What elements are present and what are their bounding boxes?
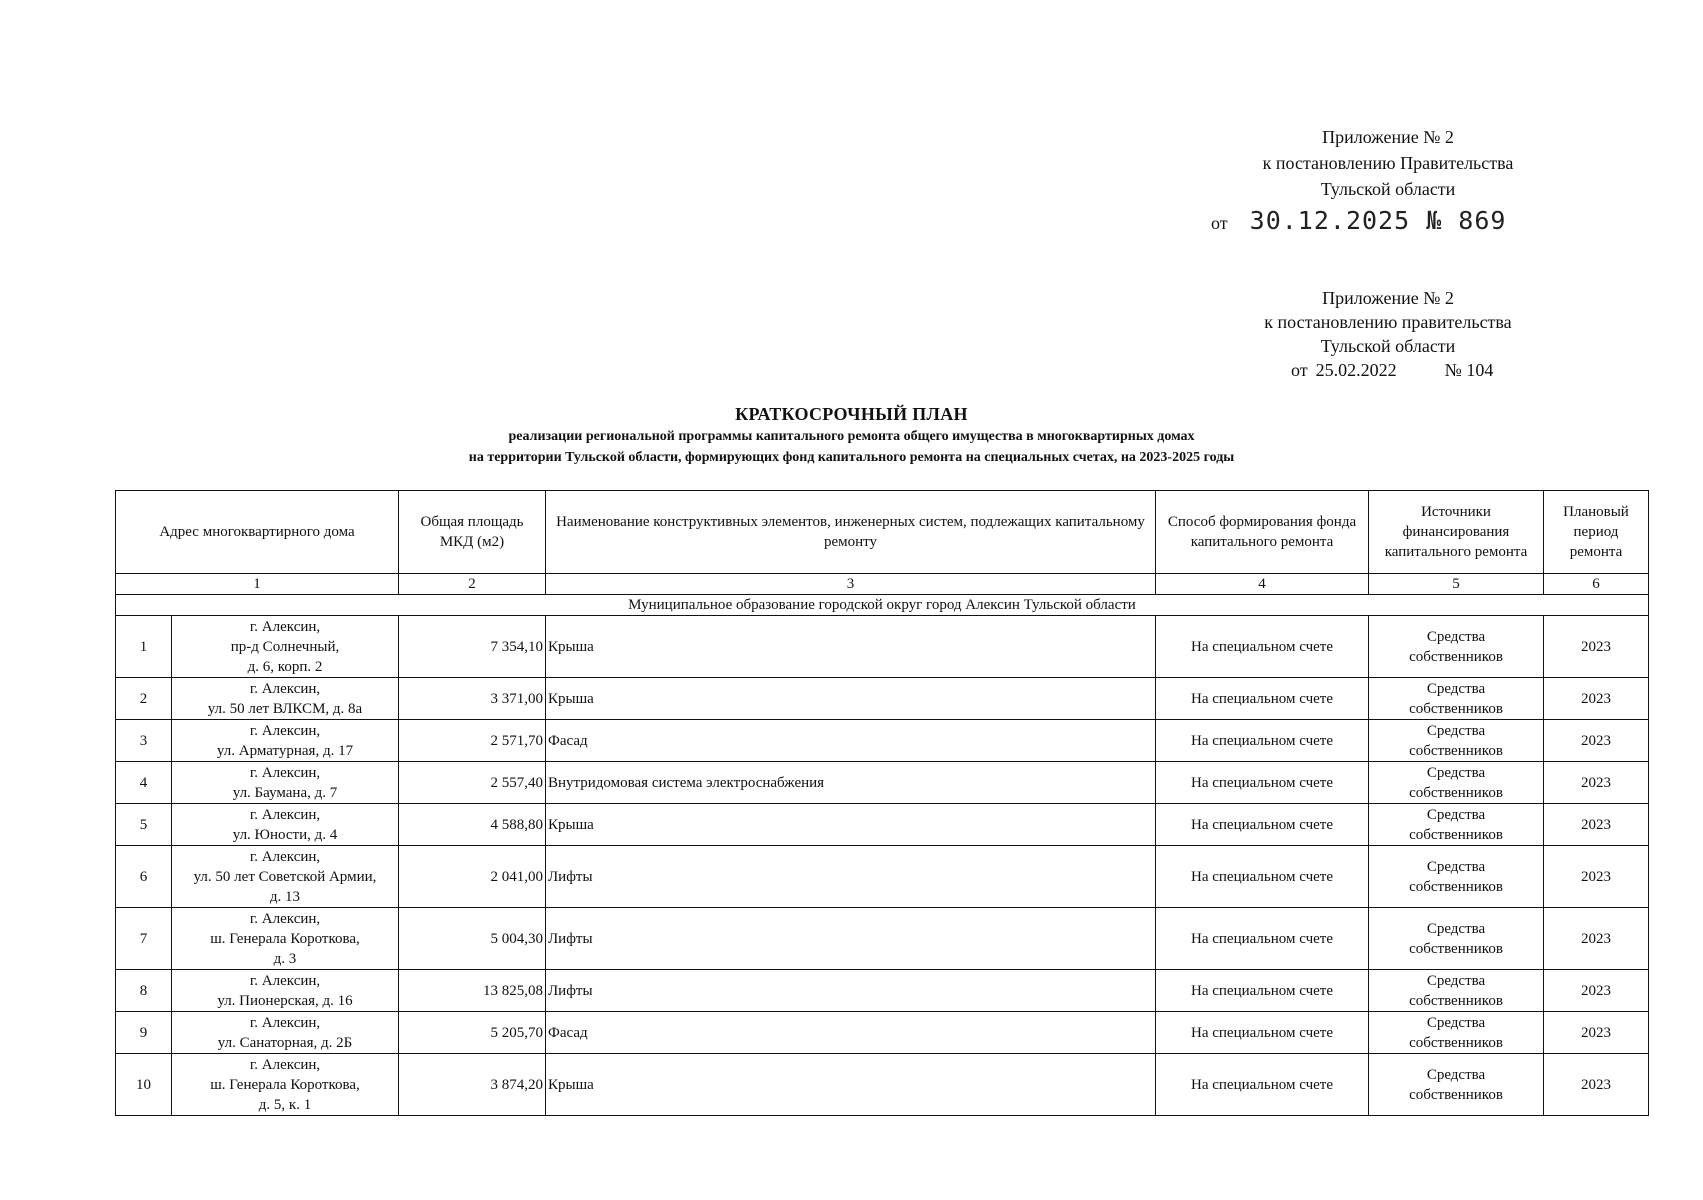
- row-element: Крыша: [546, 616, 1156, 678]
- row-address: г. Алексин, пр-д Солнечный, д. 6, корп. 2: [172, 616, 399, 678]
- row-number: 1: [116, 616, 172, 678]
- row-area: 2 557,40: [399, 762, 546, 804]
- row-method: На специальном счете: [1156, 616, 1369, 678]
- col-number-4: 4: [1156, 574, 1369, 595]
- row-number: 8: [116, 970, 172, 1012]
- table-row: [116, 1012, 1649, 1054]
- row-number: 4: [116, 762, 172, 804]
- approval-stamp: [1208, 124, 1568, 202]
- row-area: 5 205,70: [399, 1012, 546, 1054]
- stamp-region-line: Тульской области: [1320, 179, 1456, 199]
- row-address: г. Алексин, ш. Генерала Короткова, д. 5, к. 1: [172, 1054, 399, 1116]
- header-address: Адрес многоквартирного дома: [116, 491, 399, 574]
- row-number: 6: [116, 846, 172, 908]
- table-row: [116, 846, 1649, 908]
- header-area: Общая площадь МКД (м2): [399, 491, 546, 574]
- row-source: Средства собственников: [1369, 846, 1544, 908]
- row-element: Лифты: [546, 846, 1156, 908]
- row-source: Средства собственников: [1369, 720, 1544, 762]
- row-element: Крыша: [546, 1054, 1156, 1116]
- orig-appendix-line: Приложение № 2: [1322, 288, 1454, 308]
- table-row: [116, 804, 1649, 846]
- row-area: 2 571,70: [399, 720, 546, 762]
- row-year: 2023: [1544, 1054, 1649, 1116]
- col-number-3: 3: [546, 574, 1156, 595]
- col-number-2: 2: [399, 574, 546, 595]
- row-address: г. Алексин, ул. Баумана, д. 7: [172, 762, 399, 804]
- header-sources: Источники финансирования капитального ремонта: [1369, 491, 1544, 574]
- row-source: Средства собственников: [1369, 762, 1544, 804]
- title-subtitle-1: реализации региональной программы капитального ремонта общего имущества в многоквартирных домах: [508, 429, 1195, 444]
- row-element: Лифты: [546, 908, 1156, 970]
- row-area: 3 874,20: [399, 1054, 546, 1116]
- table-row: [116, 970, 1649, 1012]
- row-year: 2023: [1544, 762, 1649, 804]
- row-number: 7: [116, 908, 172, 970]
- row-element: Фасад: [546, 1012, 1156, 1054]
- document-title: [0, 402, 1703, 468]
- row-address: г. Алексин, ул. 50 лет Советской Армии, д. 13: [172, 846, 399, 908]
- municipality-name: Муниципальное образование городской округ город Алексин Тульской области: [116, 595, 1649, 616]
- row-method: На специальном счете: [1156, 720, 1369, 762]
- row-number: 2: [116, 678, 172, 720]
- row-source: Средства собственников: [1369, 1054, 1544, 1116]
- row-year: 2023: [1544, 804, 1649, 846]
- row-number: 3: [116, 720, 172, 762]
- row-element: Фасад: [546, 720, 1156, 762]
- row-element: Крыша: [546, 678, 1156, 720]
- row-source: Средства собственников: [1369, 804, 1544, 846]
- row-year: 2023: [1544, 970, 1649, 1012]
- col-number-6: 6: [1544, 574, 1649, 595]
- row-year: 2023: [1544, 678, 1649, 720]
- row-method: На специальном счете: [1156, 846, 1369, 908]
- row-area: 2 041,00: [399, 846, 546, 908]
- row-number: 5: [116, 804, 172, 846]
- row-area: 7 354,10: [399, 616, 546, 678]
- row-area: 3 371,00: [399, 678, 546, 720]
- row-element: Лифты: [546, 970, 1156, 1012]
- header-method: Способ формирования фонда капитального ремонта: [1156, 491, 1369, 574]
- table-header-row: [116, 491, 1649, 574]
- row-year: 2023: [1544, 908, 1649, 970]
- row-area: 4 588,80: [399, 804, 546, 846]
- row-address: г. Алексин, ул. Пионерская, д. 16: [172, 970, 399, 1012]
- row-area: 5 004,30: [399, 908, 546, 970]
- row-year: 2023: [1544, 720, 1649, 762]
- column-number-row: [116, 574, 1649, 595]
- row-address: г. Алексин, ул. Арматурная, д. 17: [172, 720, 399, 762]
- row-method: На специальном счете: [1156, 678, 1369, 720]
- row-address: г. Алексин, ул. 50 лет ВЛКСМ, д. 8а: [172, 678, 399, 720]
- orig-date-row: [1291, 360, 1501, 381]
- orig-resolution-line: к постановлению правительства: [1264, 312, 1512, 332]
- table-row: [116, 1054, 1649, 1116]
- orig-region-line: Тульской области: [1320, 336, 1456, 356]
- row-address: г. Алексин, ш. Генерала Короткова, д. 3: [172, 908, 399, 970]
- row-method: На специальном счете: [1156, 1054, 1369, 1116]
- title-subtitle-2: на территории Тульской области, формирующих фонд капитального ремонта на специальных счетах, на 2023-2025 годы: [468, 450, 1235, 465]
- row-method: На специальном счете: [1156, 762, 1369, 804]
- row-element: Внутридомовая система электроснабжения: [546, 762, 1156, 804]
- table-row: [116, 908, 1649, 970]
- header-period: Плановый период ремонта: [1544, 491, 1649, 574]
- orig-date-prefix: от: [1291, 360, 1308, 380]
- row-method: На специальном счете: [1156, 908, 1369, 970]
- row-address: г. Алексин, ул. Санаторная, д. 2Б: [172, 1012, 399, 1054]
- stamp-date-row: [1211, 206, 1506, 235]
- row-address: г. Алексин, ул. Юности, д. 4: [172, 804, 399, 846]
- header-elements: Наименование конструктивных элементов, инженерных систем, подлежащих капитальному ремонту: [546, 491, 1156, 574]
- stamp-date-number: 30.12.2025 № 869: [1249, 206, 1507, 235]
- orig-number: № 104: [1444, 360, 1494, 380]
- stamp-resolution-line: к постановлению Правительства: [1262, 153, 1514, 173]
- row-source: Средства собственников: [1369, 970, 1544, 1012]
- row-method: На специальном счете: [1156, 804, 1369, 846]
- municipality-row: [116, 595, 1649, 616]
- col-number-1: 1: [116, 574, 399, 595]
- row-method: На специальном счете: [1156, 1012, 1369, 1054]
- repair-plan-table: [115, 490, 1649, 1116]
- row-source: Средства собственников: [1369, 1012, 1544, 1054]
- row-element: Крыша: [546, 804, 1156, 846]
- row-number: 9: [116, 1012, 172, 1054]
- row-area: 13 825,08: [399, 970, 546, 1012]
- table-body: [116, 595, 1649, 1116]
- table-row: [116, 616, 1649, 678]
- row-source: Средства собственников: [1369, 616, 1544, 678]
- table-row: [116, 678, 1649, 720]
- table-row: [116, 720, 1649, 762]
- stamp-date-prefix: от: [1211, 213, 1228, 233]
- row-year: 2023: [1544, 616, 1649, 678]
- orig-date: 25.02.2022: [1315, 360, 1397, 380]
- row-method: На специальном счете: [1156, 970, 1369, 1012]
- col-number-5: 5: [1369, 574, 1544, 595]
- row-number: 10: [116, 1054, 172, 1116]
- row-year: 2023: [1544, 1012, 1649, 1054]
- row-source: Средства собственников: [1369, 908, 1544, 970]
- table-row: [116, 762, 1649, 804]
- stamp-appendix-line: Приложение № 2: [1322, 127, 1454, 147]
- title-main: КРАТКОСРОЧНЫЙ ПЛАН: [735, 404, 968, 424]
- original-appendix-header: [1208, 286, 1568, 358]
- row-year: 2023: [1544, 846, 1649, 908]
- row-source: Средства собственников: [1369, 678, 1544, 720]
